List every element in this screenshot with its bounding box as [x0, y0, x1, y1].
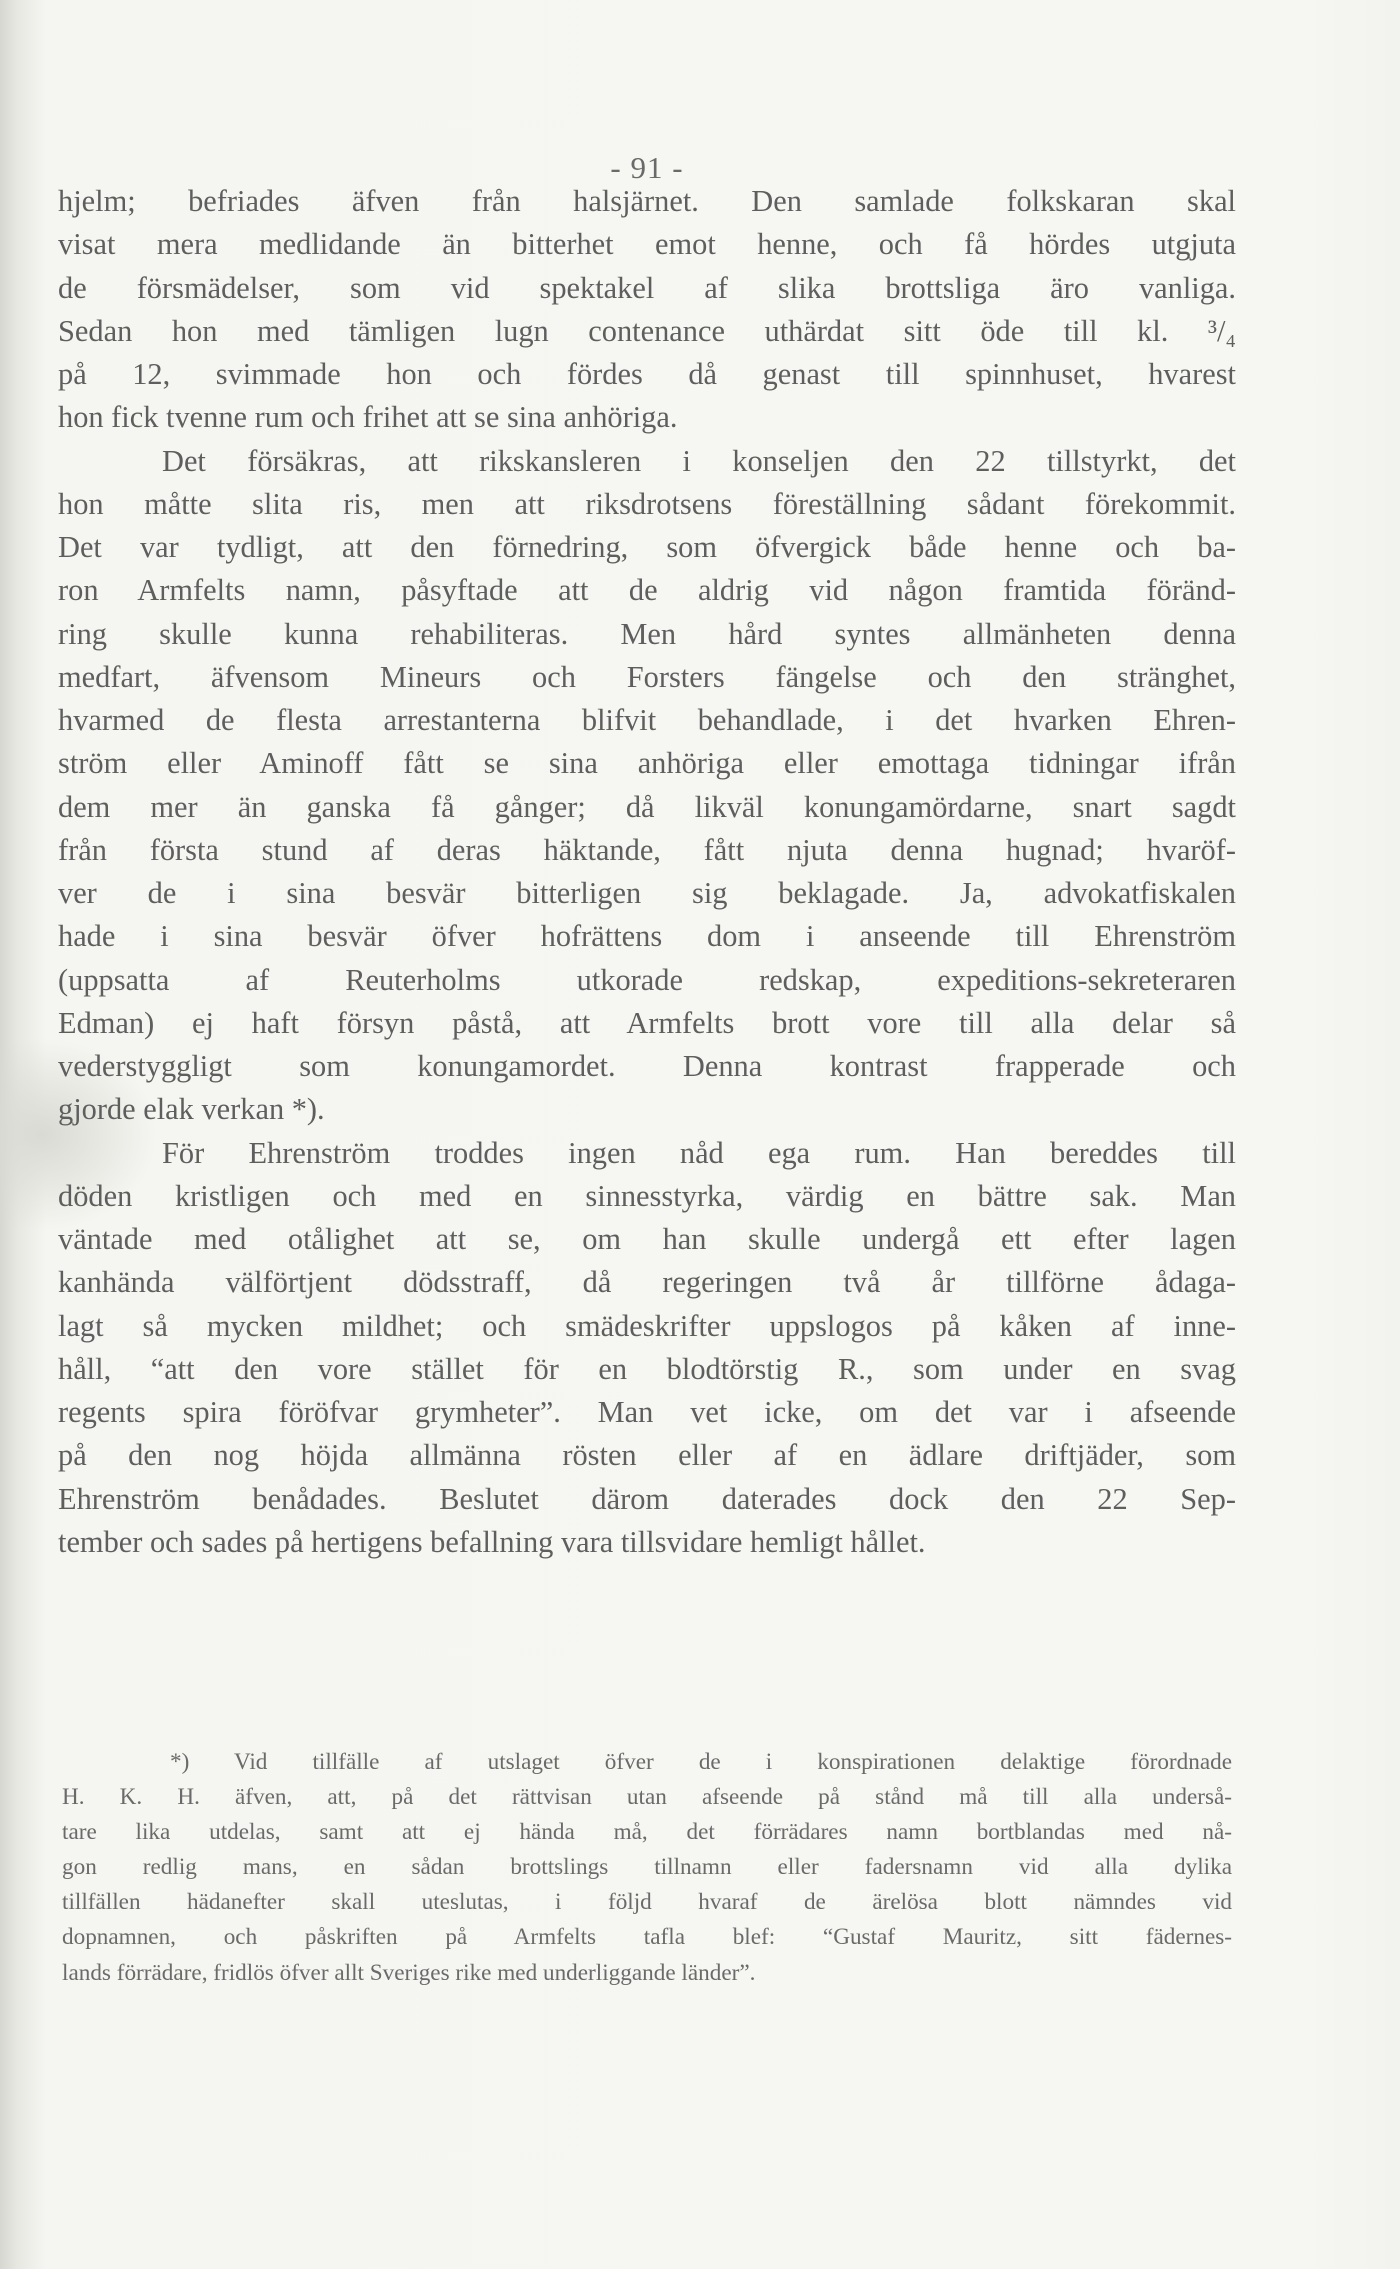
text-line: kanhända välförtjent dödsstraff, då regeringen två år tillförne ådaga- [58, 1265, 1236, 1300]
text-line: dem mer än ganska få gånger; då likväl konungamördarne, snart sagdt [58, 789, 1236, 824]
text-line: hon måtte slita ris, men att riksdrotsens föreställning sådant förekommit. [58, 486, 1236, 521]
text-line: väntade med otålighet att se, om han skulle undergå ett efter lagen [58, 1222, 1236, 1256]
text-line: Det försäkras, att rikskansleren i konseljen den 22 tillstyrkt, det [162, 443, 1236, 478]
text-line: hon fick tvenne rum och frihet att se sina anhöriga. [58, 400, 678, 435]
footnote-line: gon redlig mans, en sådan brottslings tillnamn eller fadersnamn vid alla dylika [62, 1854, 1232, 1881]
footnote-line: *) Vid tillfälle af utslaget öfver de i konspirationen delaktige förordnade [170, 1749, 1232, 1775]
text-line: döden kristligen och med en sinnesstyrka, värdig en bättre sak. Man [58, 1178, 1236, 1213]
text-line: ron Armfelts namn, påsyftade att de aldrig vid någon framtida föränd- [58, 573, 1236, 608]
text-line: lagt så mycken mildhet; och smädeskrifter uppslogos på kåken af inne- [58, 1308, 1236, 1343]
text-line: hvarmed de flesta arrestanterna blifvit behandlade, i det hvarken Ehren- [58, 703, 1236, 737]
text-line: håll, “att den vore stället för en blodtörstig R., som under en svag [58, 1351, 1236, 1386]
text-line: ver de i sina besvär bitterligen sig beklagade. Ja, advokatfiskalen [58, 876, 1236, 910]
text-line: vederstyggligt som konungamordet. Denna kontrast frapperade och [58, 1049, 1236, 1083]
footnote-line: tare lika utdelas, samt att ej hända må, det förrädares namn bortblandas med nå- [62, 1819, 1232, 1846]
text-line: ring skulle kunna rehabiliteras. Men hård syntes allmänheten denna [58, 616, 1236, 651]
text-line: För Ehrenström troddes ingen nåd ega rum. Han bereddes till [162, 1135, 1236, 1170]
text-line: medfart, äfvensom Mineurs och Forsters fängelse och den stränghet, [58, 659, 1236, 694]
text-line: Sedan hon med tämligen lugn contenance uthärdat sitt öde till kl. ³/₄ [58, 313, 1236, 348]
text-line: Det var tydligt, att den förnedring, som öfvergick både henne och ba- [58, 530, 1236, 564]
text-line: ström eller Aminoff fått se sina anhöriga eller emottaga tidningar ifrån [58, 746, 1236, 781]
footnote-line: tillfällen hädanefter skall uteslutas, i följd hvaraf de ärelösa blott nämndes vid [62, 1889, 1232, 1916]
footnote-block [62, 1745, 1232, 1991]
text-line: tember och sades på hertigens befallning vara tillsvidare hemligt hållet. [58, 1524, 926, 1559]
text-line: gjorde elak verkan *). [58, 1092, 325, 1127]
main-text-block [58, 180, 1236, 1564]
footnote-line: H. K. H. äfven, att, på det rättvisan utan afseende på stånd må till alla underså- [62, 1784, 1232, 1811]
text-line: Edman) ej haft försyn påstå, att Armfelts brott vore till alla delar så [58, 1005, 1236, 1040]
text-line: Ehrenström benådades. Beslutet därom daterades dock den 22 Sep- [58, 1481, 1236, 1516]
text-line: hade i sina besvär öfver hofrättens dom i anseende till Ehrenström [58, 919, 1236, 954]
page-number: - 91 - [610, 150, 684, 185]
text-line: visat mera medlidande än bitterhet emot henne, och få hördes utgjuta [58, 227, 1236, 262]
text-line: på 12, svimmade hon och fördes då genast till spinnhuset, hvarest [58, 357, 1236, 391]
footnote-line: lands förrädare, fridlös öfver allt Sveriges rike med underliggande länder”. [62, 1959, 756, 1986]
text-line: på den nog höjda allmänna rösten eller af en ädlare driftjäder, som [58, 1438, 1236, 1473]
text-line: de försmädelser, som vid spektakel af slika brottsliga äro vanliga. [58, 270, 1236, 305]
text-line: från första stund af deras häktande, fått njuta denna hugnad; hvaröf- [58, 832, 1236, 867]
text-line: (uppsatta af Reuterholms utkorade redskap, expeditions-sekreteraren [58, 962, 1236, 997]
text-line: regents spira föröfvar grymheter”. Man vet icke, om det var i afseende [58, 1395, 1236, 1429]
footnote-line: dopnamnen, och påskriften på Armfelts tafla blef: “Gustaf Mauritz, sitt fädernes- [62, 1924, 1232, 1951]
text-line: hjelm; befriades äfven från halsjärnet. Den samlade folkskaran skal [58, 184, 1236, 218]
